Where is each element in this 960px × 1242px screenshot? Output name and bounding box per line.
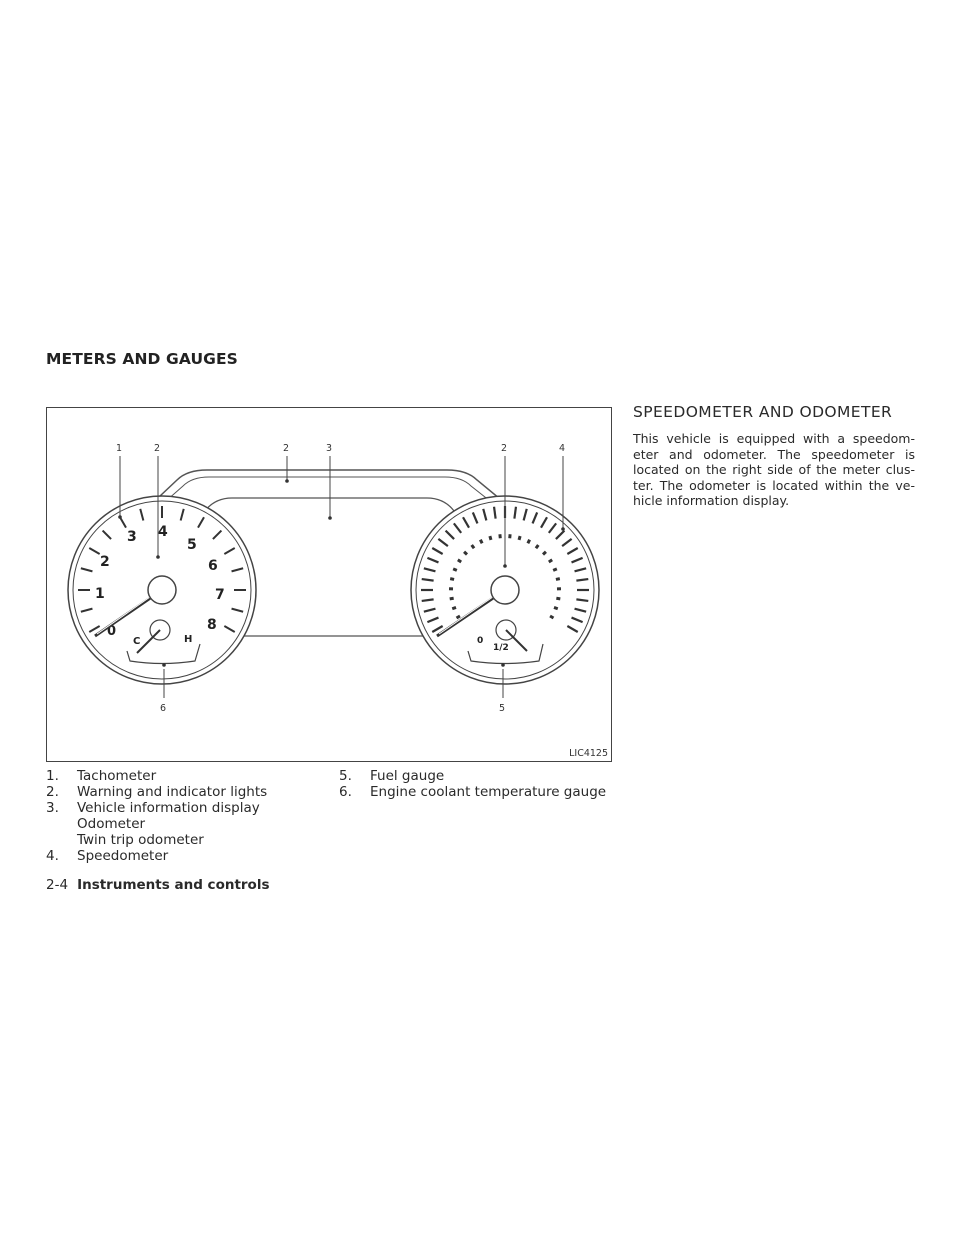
- gauge-tick: [549, 560, 552, 562]
- legend-item: [46, 848, 326, 864]
- gauge-tick: [550, 616, 553, 618]
- tach-number-4: 4: [158, 524, 168, 540]
- legend-subitem: Twin trip odometer: [77, 832, 204, 848]
- footer-section-title: Instruments and controls: [77, 877, 270, 893]
- gauge-tick: [422, 599, 434, 601]
- gauge-tick: [490, 536, 491, 540]
- gauge-tick: [457, 616, 460, 618]
- callout-label-2c: 2: [501, 443, 508, 454]
- tach-number-5: 5: [187, 537, 197, 553]
- gauge-tick: [458, 560, 461, 562]
- gauge-tick: [556, 598, 560, 599]
- legend-item: [46, 768, 326, 784]
- legend-text: Engine coolant temperature gauge: [370, 784, 607, 800]
- gauge-tick: [554, 607, 558, 608]
- callout-label-6: 6: [160, 703, 167, 714]
- subsection-body: This vehicle is equipped with a speedom-eter and odometer. The speedometer is located on the right side of the meter clus-ter. The odometer is located within the ve-hicle information display.: [633, 431, 915, 509]
- tach-number-7: 7: [215, 587, 225, 603]
- gauge-tick: [494, 507, 496, 519]
- tachometer: [68, 496, 256, 684]
- tach-number-1: 1: [95, 586, 105, 602]
- callout-label-3: 3: [326, 443, 333, 454]
- gauge-tick: [553, 569, 557, 571]
- temp-label-cold: C: [133, 636, 141, 647]
- gauge-tick: [519, 536, 520, 540]
- legend-subitem: Odometer: [77, 816, 146, 832]
- gauge-tick: [536, 545, 538, 548]
- gauge-tick: [450, 579, 454, 580]
- gauge-tick: [453, 569, 457, 571]
- legend-number: 6.: [339, 784, 352, 800]
- gauge-tick: [543, 552, 546, 555]
- gauge-tick: [452, 607, 456, 608]
- gauge-tick: [464, 552, 467, 555]
- legend-text: Tachometer: [77, 768, 157, 784]
- instrument-cluster-figure: [46, 407, 612, 762]
- legend-item: [339, 784, 629, 800]
- page-footer: [46, 877, 270, 893]
- legend-column-1: [46, 768, 326, 864]
- legend-text: Speedometer: [77, 848, 169, 864]
- section-title: METERS AND GAUGES: [46, 350, 238, 368]
- tach-number-0: 0: [107, 624, 117, 639]
- gauge-tick: [528, 540, 530, 544]
- gauge-tick: [422, 579, 434, 581]
- gauge-tick: [514, 507, 516, 519]
- legend-column-2: [339, 768, 629, 800]
- gauge-tick: [576, 599, 588, 601]
- instrument-cluster-illustration: [47, 408, 613, 763]
- gauge-tick: [576, 579, 588, 581]
- legend-number: 1.: [46, 768, 59, 784]
- legend-text: Fuel gauge: [370, 768, 445, 784]
- gauge-tick: [480, 540, 482, 544]
- gauge-tick: [450, 598, 454, 599]
- legend-item: [46, 784, 326, 800]
- tach-number-2: 2: [100, 554, 110, 570]
- fuel-label-half: 1/2: [493, 643, 509, 653]
- callout-label-2b: 2: [283, 443, 290, 454]
- tach-number-8: 8: [207, 617, 217, 633]
- gauge-tick: [472, 545, 474, 548]
- temp-label-hot: H: [184, 634, 193, 645]
- legend-number: 4.: [46, 848, 59, 864]
- legend-number: 5.: [339, 768, 352, 784]
- figure-code: LIC4125: [569, 748, 608, 759]
- tach-number-3: 3: [127, 529, 137, 545]
- gauge-tick: [556, 579, 560, 580]
- legend-item: [46, 800, 326, 816]
- fuel-label-empty: 0: [477, 636, 484, 646]
- callout-label-2a: 2: [154, 443, 161, 454]
- tach-number-6: 6: [208, 558, 218, 574]
- legend-text: Warning and indicator lights: [77, 784, 268, 800]
- subsection-heading: SPEEDOMETER AND ODOMETER: [633, 403, 893, 421]
- legend-text: Vehicle information display: [77, 800, 260, 816]
- legend-item: [339, 768, 629, 784]
- callout-label-1: 1: [116, 443, 123, 454]
- legend-number: 2.: [46, 784, 59, 800]
- page-number: 2-4: [46, 877, 69, 893]
- callout-label-4: 4: [559, 443, 566, 454]
- callout-label-5: 5: [499, 703, 506, 714]
- legend-number: 3.: [46, 800, 59, 816]
